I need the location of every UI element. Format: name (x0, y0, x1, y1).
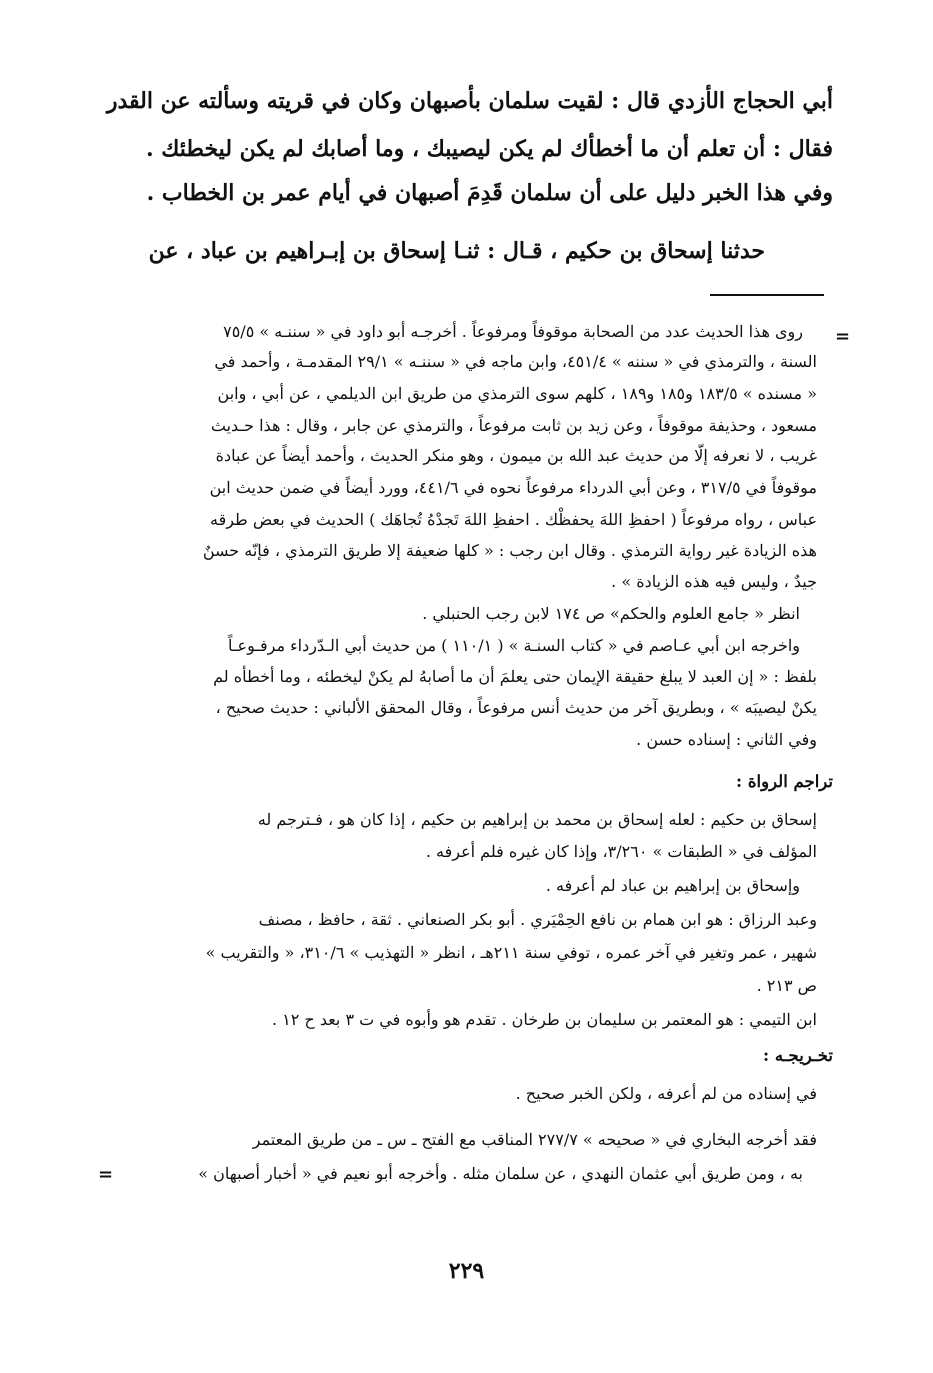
footnote-line-12: بلفظ : « إن العبد لا يبلغ حقيقة الإيمان حتى يعلمَ أن ما أصابهُ لم يكنْ ليخطئه ، وما أخطأه لم (213, 667, 817, 686)
footnote-line-3: « مسنده » ١٨٣/٥ و١٨٥ و١٨٩ ، كلهم سوى الترمذي من طريق ابن الديلمي ، عن أبي ، وابن (217, 384, 817, 403)
narrators-line-4: وعبد الرزاق : هو ابن همام بن نافع الحِمْيَري . أبو بكر الصنعاني . ثقة ، حافظ ، مصنف (258, 910, 817, 929)
takhrij-line-2: فقد أخرجه البخاري في « صحيحه » ٢٧٧/٧ المناقب مع الفتح ـ س ـ من طريق المعتمر (252, 1130, 817, 1149)
narrators-line-2: المؤلف في « الطبقات » ٣/٢٦٠، وإذا كان غيره فلم أعرفه . (425, 842, 817, 861)
footnote-line-14: وفي الثاني : إسناده حسن . (636, 730, 817, 749)
narrators-line-5: شهير ، عمر وتغير في آخر عمره ، توفي سنة ٢١١هـ ، انظر « التهذيب » ٣١٠/٦، « والتقريب » (205, 943, 817, 962)
footnote-continuation-mark-bottom: = (98, 1164, 114, 1185)
footnote-line-2: السنة ، والترمذي في « سننه » ٤٥١/٤، وابن ماجه في « سننـه » ٢٩/١ المقدمـة ، وأحمد في (214, 352, 817, 371)
footnote-line-9: جيدٌ ، وليس فيه هذه الزيادة » . (611, 572, 817, 591)
footnote-line-13: يكنْ ليصيبَه » ، وبطريق آخر من حديث أنس مرفوعاً ، وقال المحقق الألباني : حديث صحيح ، (215, 698, 817, 717)
footnote-line-11: واخرجه ابن أبي عـاصم في « كتاب السنـة » ( ١١٠/١ ) من حديث أبي الـدّرداء مرفـوعـاً (227, 636, 800, 655)
footnote-line-8: هذه الزيادة غير رواية الترمذي . وقال ابن رجب : « كلها ضعيفة إلا طريق الترمذي ، فإنّه حسنٌ (202, 541, 817, 560)
main-text-line-4: حدثنا إسحاق بن حكيم ، قـال : ثنـا إسحاق بن إبـراهيم بن عباد ، عن (148, 238, 765, 264)
narrators-line-6: ص ٢١٣ . (756, 976, 817, 995)
takhrij-line-3: به ، ومن طريق أبي عثمان النهدي ، عن سلمان مثله . وأخرجه أبو نعيم في « أخبار أصبهان » (198, 1164, 803, 1183)
footnote-separator (710, 294, 824, 296)
main-text-line-1: أبي الحجاج الأزدي قال : لقيت سلمان بأصبهان وكان في قريته وسألته عن القدر (106, 88, 833, 114)
footnote-line-1: روى هذا الحديث عدد من الصحابة موقوفاً ومرفوعاً . أخرجـه أبو داود في « سننـه » ٧٥/٥ (223, 322, 803, 341)
takhrij-line-1: في إسناده من لم أعرفه ، ولكن الخبر صحيح . (515, 1084, 817, 1103)
narrators-line-7: ابن التيمي : هو المعتمر بن سليمان بن طرخان . تقدم هو وأبوه في ت ٣ بعد ح ١٢ . (271, 1010, 817, 1029)
page-number: ٢٢٩ (448, 1258, 485, 1284)
narrators-line-3: وإسحاق بن إبراهيم بن عباد لم أعرفه . (545, 876, 800, 895)
footnote-line-4: مسعود ، وحذيفة موقوفاً ، وعن زيد بن ثابت مرفوعاً ، والترمذي عن جابر ، وقال : هذا حـديث (210, 416, 817, 435)
narrators-line-1: إسحاق بن حكيم : لعله إسحاق بن محمد بن إبراهيم بن حكيم ، إذا كان هو ، فـترجم له (257, 810, 817, 829)
footnote-continuation-mark-top: = (835, 326, 851, 347)
footnote-line-7: عباس ، رواه مرفوعاً ( احفظِ اللهَ يحفظْك . احفظِ اللهَ تَجدْهُ تُجاهَك ) الحديث في بعض طرقه (210, 510, 817, 529)
main-text-line-2: فقال : أن تعلم أن ما أخطأك لم يكن ليصيبك ، وما أصابك لم يكن ليخطئك . (145, 136, 833, 162)
footnote-line-6: موقوفاً في ٣١٧/٥ ، وعن أبي الدرداء مرفوعاً نحوه في ٤٤١/٦، وورد أيضاً في ضمن حديث ابن (209, 478, 817, 497)
takhrij-heading: تخـريجـه : (763, 1046, 833, 1065)
footnote-line-5: غريب ، لا نعرفه إلّا من حديث عبد الله بن ميمون ، وهو منكر الحديث ، وأحمد أيضاً عن عبادة (215, 446, 817, 465)
narrators-heading: تراجم الرواة : (736, 772, 833, 791)
main-text-line-3: وفي هذا الخبر دليل على أن سلمان قَدِمَ أصبهان في أيام عمر بن الخطاب . (146, 180, 833, 206)
footnote-line-10: انظر « جامع العلوم والحكم» ص ١٧٤ لابن رجب الحنبلي . (422, 604, 800, 623)
